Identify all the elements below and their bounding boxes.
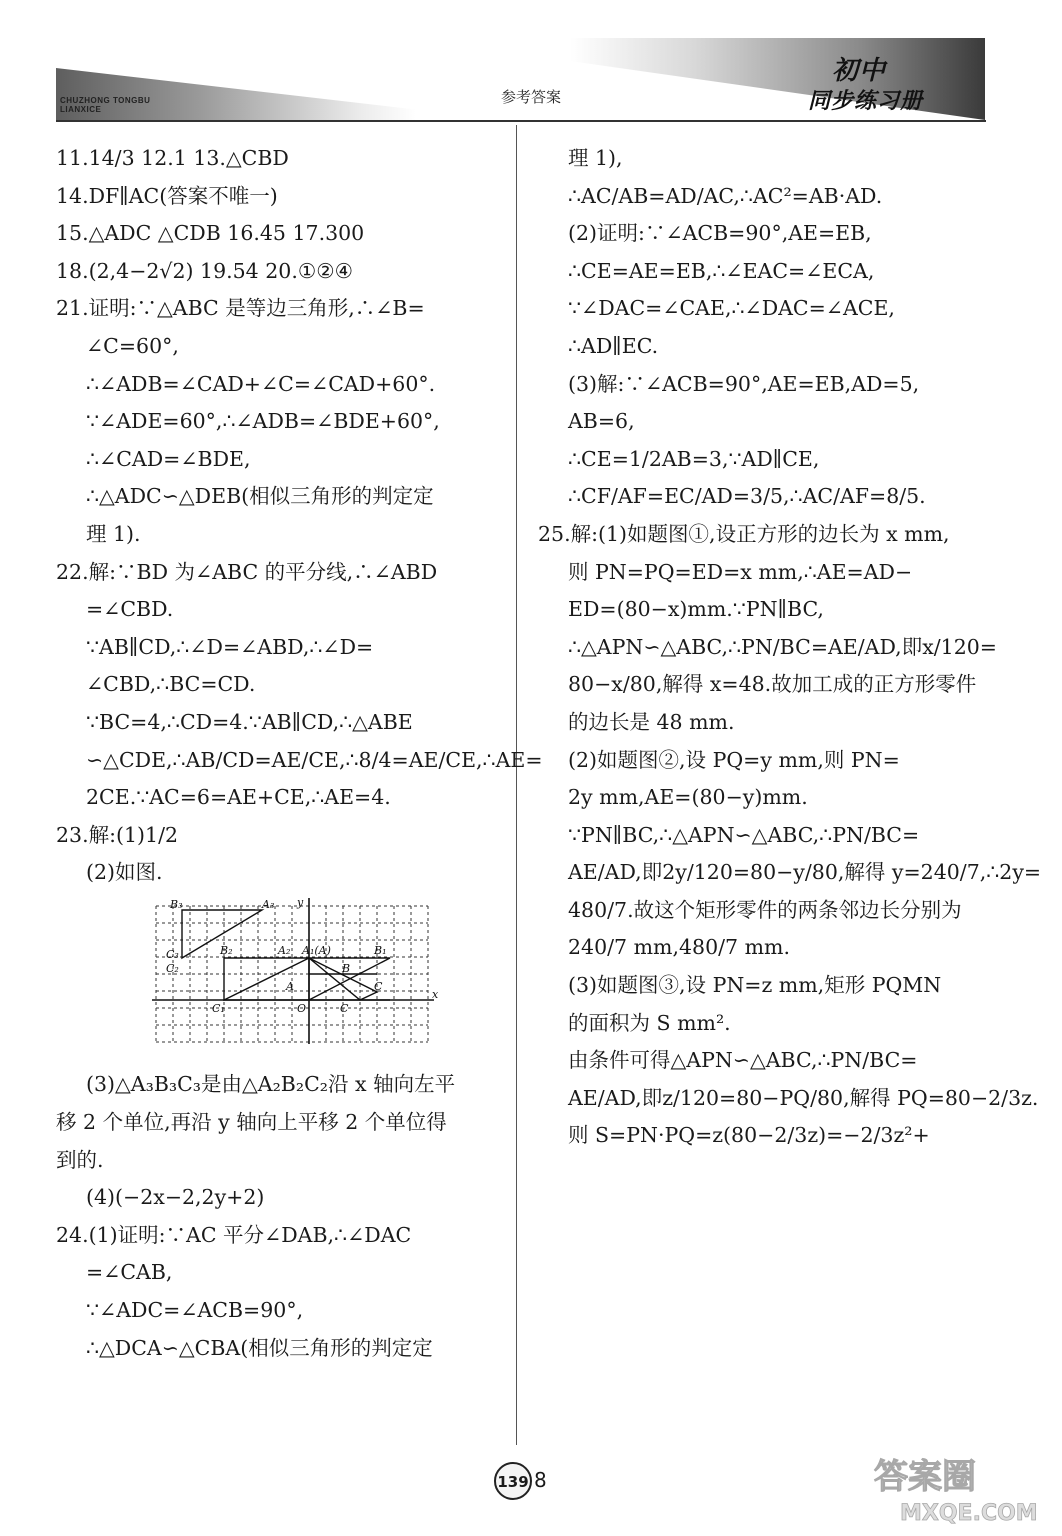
answer-line: (3)解:∵∠ACB=90°,AE=EB,AD=5,: [568, 371, 920, 396]
answer-line: ∴∠ADB=∠CAD+∠C=∠CAD+60°.: [86, 371, 436, 396]
answer-line: 由条件可得△APN∽△ABC,∴PN/BC=: [568, 1048, 918, 1073]
page-number-badge: [494, 1462, 566, 1500]
answer-line: 23.解:(1)1/2: [56, 822, 179, 847]
answer-line: ∽△CDE,∴AB/CD=AE/CE,∴8/4=AE/CE,∴AE=: [86, 747, 543, 772]
graph-label-b1: B₁: [374, 943, 387, 957]
header-divider: [56, 120, 986, 122]
answer-line: 11.14/3 12.1 13.△CBD: [56, 146, 289, 170]
graph-label-c-right: C: [374, 979, 383, 993]
answer-line: =∠CBD.: [86, 597, 174, 622]
answer-line: 理 1).: [86, 521, 141, 546]
answer-line: ∴△ADC∽△DEB(相似三角形的判定定: [86, 484, 434, 509]
answer-line: ∠CBD,∴BC=CD.: [86, 672, 256, 697]
answer-line: ∵∠DAC=∠CAE,∴∠DAC=∠ACE,: [568, 296, 895, 321]
answer-line: 25.解:(1)如题图①,设正方形的边长为 x mm,: [538, 521, 950, 546]
answer-line: ED=(80−x)mm.∵PN∥BC,: [568, 597, 824, 622]
answer-line: (2)如题图②,设 PQ=y mm,则 PN=: [568, 747, 900, 772]
coordinate-grid-figure: [152, 896, 442, 1046]
graph-label-b3: B₃: [170, 897, 183, 911]
answer-line: ∴△DCA∽△CBA(相似三角形的判定定: [86, 1335, 433, 1360]
graph-label-x: x: [432, 987, 439, 1001]
answer-line: ∴CF/AF=EC/AD=3/5,∴AC/AF=8/5.: [568, 484, 926, 509]
graph-label-c: C: [340, 1001, 349, 1015]
answer-line: ∵BC=4,∴CD=4.∵AB∥CD,∴△ABE: [86, 709, 413, 734]
answer-line: =∠CAB,: [86, 1260, 173, 1285]
answer-line: AE/AD,即z/120=80−PQ/80,解得 PQ=80−2/3z.: [568, 1085, 1039, 1110]
graph-label-y: y: [297, 895, 304, 909]
header-logo-line2: 同步练习册: [808, 89, 924, 114]
right-column: [538, 140, 1042, 1155]
graph-label-c3: C₃: [166, 947, 179, 961]
svg-text:答案圈: 答案圈: [874, 1457, 976, 1497]
answer-line: (3)如题图③,设 PN=z mm,矩形 PQMN: [568, 973, 942, 998]
answer-line: 的面积为 S mm².: [568, 1010, 731, 1035]
answer-line: (4)(−2x−2,2y+2): [86, 1185, 265, 1210]
answer-line: 则 PN=PQ=ED=x mm,∴AE=AD−: [568, 559, 913, 584]
answer-line: (2)证明:∵∠ACB=90°,AE=EB,: [568, 221, 872, 246]
graph-label-a: A: [286, 979, 294, 993]
svg-text:MXQE.COM: MXQE.COM: [900, 1501, 1038, 1526]
answer-line: ∵∠ADC=∠ACB=90°,: [86, 1298, 304, 1323]
header-logo-line1: 初中: [832, 56, 887, 86]
left-column: [56, 140, 543, 1367]
header-brand-pinyin: CHUZHONG TONGBU LIANXICE: [60, 96, 151, 114]
column-divider: [516, 125, 517, 1445]
answer-line: 理 1),: [568, 146, 623, 170]
graph-label-a3: A₃: [262, 897, 275, 911]
answer-line: 移 2 个单位,再沿 y 轴向上平移 2 个单位得: [56, 1110, 447, 1135]
answer-line: ∴△APN∽△ABC,∴PN/BC=AE/AD,即x/120=: [568, 634, 997, 659]
answer-line: ∵∠ADE=60°,∴∠ADB=∠BDE+60°,: [86, 409, 440, 434]
graph-label-b: B: [342, 961, 351, 975]
answer-line: 的边长是 48 mm.: [568, 709, 735, 734]
graph-label-c1: C₁: [212, 1001, 225, 1015]
answer-line: 2CE.∵AC=6=AE+CE,∴AE=4.: [86, 785, 391, 810]
answer-line: 24.(1)证明:∵AC 平分∠DAB,∴∠DAC: [56, 1222, 412, 1247]
answer-line: ∴CE=1/2AB=3,∵AD∥CE,: [568, 446, 820, 471]
answer-line: 480/7.故这个矩形零件的两条邻边长分别为: [568, 897, 962, 922]
answer-line: ∵PN∥BC,∴△APN∽△ABC,∴PN/BC=: [568, 822, 920, 847]
answer-line: 18.(2,4−2√2) 19.54 20.①②④: [56, 258, 353, 283]
graph-label-origin: O: [297, 1001, 307, 1015]
answer-line: ∴∠CAD=∠BDE,: [86, 446, 251, 471]
answer-line: (2)如图.: [86, 860, 163, 885]
graph-label-b2: B₂: [220, 943, 233, 957]
answer-line: 14.DF∥AC(答案不唯一): [56, 183, 278, 208]
graph-label-a2: A₂: [278, 943, 291, 957]
watermark-logo: [870, 1448, 1040, 1528]
answer-line: 则 S=PN·PQ=z(80−2/3z)=−2/3z²+: [568, 1123, 930, 1148]
page-number: 139: [494, 1462, 532, 1500]
graph-label-c2: C₂: [166, 961, 179, 975]
answer-line: ∴AC/AB=AD/AC,∴AC²=AB·AD.: [568, 183, 883, 208]
answer-line: (3)△A₃B₃C₃是由△A₂B₂C₂沿 x 轴向左平: [86, 1072, 456, 1097]
answer-line: ∴AD∥EC.: [568, 333, 659, 358]
page-title: 参考答案: [500, 88, 561, 106]
graph-label-a1: A₁(A): [302, 943, 331, 957]
answer-line: 到的.: [56, 1147, 104, 1172]
answer-line: 21.证明:∵△ABC 是等边三角形,∴∠B=: [56, 296, 425, 321]
answer-line: 15.△ADC △CDB 16.45 17.300: [56, 221, 365, 246]
answer-line: 22.解:∵BD 为∠ABC 的平分线,∴∠ABD: [56, 559, 438, 584]
answer-line: ∴CE=AE=EB,∴∠EAC=∠ECA,: [568, 258, 875, 283]
answer-line: 240/7 mm,480/7 mm.: [568, 935, 790, 960]
answer-line: 2y mm,AE=(80−y)mm.: [568, 785, 808, 810]
page-number-ornament-icon: 8: [534, 1468, 547, 1492]
answer-line: AE/AD,即2y/120=80−y/80,解得 y=240/7,∴2y=: [568, 860, 1042, 885]
answer-line: ∠C=60°,: [86, 333, 179, 358]
answer-line: AB=6,: [568, 409, 635, 434]
answer-line: 80−x/80,解得 x=48.故加工成的正方形零件: [568, 672, 977, 697]
answer-line: ∵AB∥CD,∴∠D=∠ABD,∴∠D=: [86, 634, 374, 659]
